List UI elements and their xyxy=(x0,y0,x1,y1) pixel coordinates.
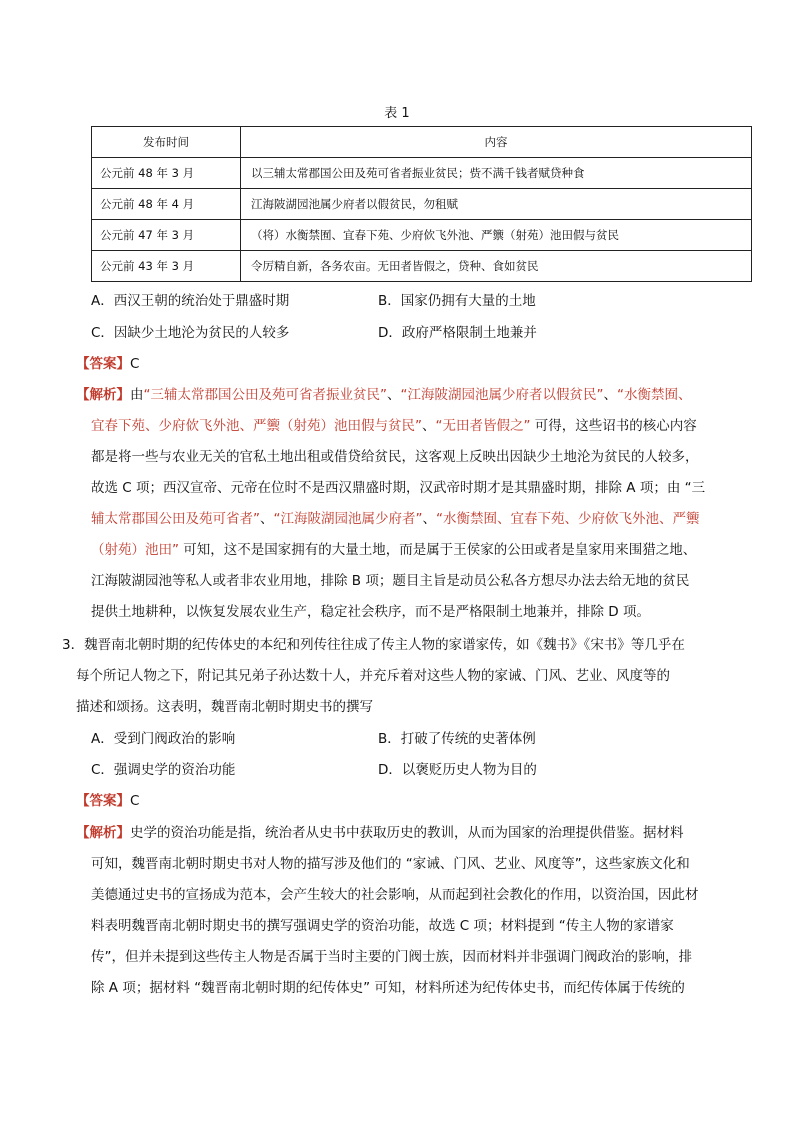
analysis-line: 料表明魏晋南北朝时期史书的撰写强调史学的资治功能，故选 C 项；材料提到 “传主人物的家谱家 xyxy=(91,918,674,934)
table-cell-time: 公元前 48 年 4 月 xyxy=(92,189,241,220)
analysis-line: 美德通过史书的宣扬成为范本，会产生较大的社会影响，从而起到社会教化的作用，以资治国，因此材 xyxy=(91,887,699,903)
analysis-quote: “江海陂湖园池属少府者以假贫民” xyxy=(400,387,604,403)
table-header-time: 发布时间 xyxy=(92,127,241,158)
analysis-text: 、 xyxy=(260,511,274,527)
table-cell-time: 公元前 47 年 3 月 xyxy=(92,220,241,251)
analysis-quote: “三辅太常郡国公田及苑可省者振业贫民” xyxy=(143,387,387,403)
analysis-text: 、 xyxy=(387,387,401,403)
table-cell-time: 公元前 43 年 3 月 xyxy=(92,251,241,282)
analysis-line: 传”，但并未提到这些传主人物是否属于当时主要的门阀士族，因而材料并非强调门阀政治的影响，排 xyxy=(91,949,692,965)
analysis-quote: （射苑）池田” xyxy=(91,542,179,558)
analysis-line xyxy=(76,504,736,535)
q3-answer xyxy=(76,791,139,811)
analysis-line: 除 A 项；据材料 “魏晋南北朝时期的纪传体史” 可知，材料所述为纪传体史书，而纪传体属于传统的 xyxy=(91,980,685,996)
analysis-line xyxy=(76,380,736,411)
table-header-row xyxy=(92,127,752,158)
analysis-line: 提供土地耕种，以恢复发展农业生产，稳定社会秩序，而不是严格限制土地兼并，排除 D 项。 xyxy=(91,604,650,620)
table-row xyxy=(92,158,752,189)
answer-value: C xyxy=(130,793,140,809)
q2-option-d: D．政府严格限制土地兼并 xyxy=(378,325,537,341)
analysis-line: 故选 C 项；西汉宣帝、元帝在位时不是西汉鼎盛时期，汉武帝时期才是其鼎盛时期，排除 A 项；由 “三 xyxy=(91,480,706,496)
analysis-text: 由 xyxy=(130,387,144,403)
analysis-line: 都是将一些与农业无关的官私土地出租或借贷给贫民，这客观上反映出因缺少土地沦为贫民的人较多， xyxy=(91,449,699,465)
analysis-line xyxy=(76,818,736,849)
analysis-text: 可知，这不是国家拥有的大量土地，而是属于王侯家的公田或者是皇家用来围猎之地、 xyxy=(179,542,697,558)
q3-analysis xyxy=(76,818,736,1004)
q2-option-b: B．国家仍拥有大量的土地 xyxy=(378,293,536,309)
analysis-line xyxy=(76,535,736,566)
q3-option-d: D．以褒贬历史人物为目的 xyxy=(378,762,537,778)
analysis-quote: “水衡禁囿、 xyxy=(617,387,692,403)
answer-value: C xyxy=(130,356,140,372)
analysis-tag: 【解析】 xyxy=(76,387,130,403)
analysis-text: 、 xyxy=(422,511,436,527)
table-cell-time: 公元前 48 年 3 月 xyxy=(92,158,241,189)
stem-line: 3．魏晋南北朝时期的纪传体史的本纪和列传往往成了传主人物的家谱家传，如《魏书》《宋书》等几乎在 xyxy=(62,637,685,653)
q3-option-a: A．受到门阀政治的影响 xyxy=(91,731,236,747)
q2-answer xyxy=(76,354,139,374)
q2-option-c: C．因缺少土地沦为贫民的人较多 xyxy=(91,325,290,341)
table-caption: 表 1 xyxy=(384,106,410,121)
stem-line: 描述和颂扬。这表明，魏晋南北朝时期史书的撰写 xyxy=(76,699,373,715)
answer-tag: 【答案】 xyxy=(76,356,130,372)
analysis-quote: “水衡禁囿、宜春下苑、少府佽飞外池、严籞 xyxy=(436,511,700,527)
q3-stem xyxy=(62,630,685,723)
table-row xyxy=(92,220,752,251)
analysis-line xyxy=(76,411,736,442)
analysis-quote: “无田者皆假之” xyxy=(435,418,531,434)
analysis-text: 可得，这些诏书的核心内容 xyxy=(530,418,697,434)
analysis-quote: “江海陂湖园池属少府者” xyxy=(273,511,423,527)
table-cell-content: 江海陂湖园池属少府者以假贫民，勿租赋 xyxy=(241,189,752,220)
answer-tag: 【答案】 xyxy=(76,793,130,809)
q2-analysis xyxy=(76,380,736,628)
analysis-line: 江海陂湖园池等私人或者非农业用地，排除 B 项；题目主旨是动员公私各方想尽办法去给无地的贫民 xyxy=(91,573,690,589)
analysis-tag: 【解析】 xyxy=(76,825,130,841)
table-header-content: 内容 xyxy=(241,127,752,158)
table-cell-content: 以三辅太常郡国公田及苑可省者振业贫民；赀不满千钱者赋贷种食 xyxy=(241,158,752,189)
analysis-quote: 宜春下苑、少府佽飞外池、严籞（射苑）池田假与贫民” xyxy=(91,418,422,434)
analysis-text: 、 xyxy=(603,387,617,403)
stem-line: 每个所记人物之下，附记其兄弟子孙达数十人，并充斥着对这些人物的家诫、门风、艺业、风度等的 xyxy=(76,668,670,684)
analysis-text: 、 xyxy=(422,418,436,434)
table-cell-content: （将）水衡禁囿、宜春下苑、少府佽飞外池、严籞（射苑）池田假与贫民 xyxy=(241,220,752,251)
analysis-quote: 辅太常郡国公田及苑可省者” xyxy=(91,511,260,527)
q2-option-a: A．西汉王朝的统治处于鼎盛时期 xyxy=(91,293,290,309)
analysis-text: 史学的资治功能是指，统治者从史书中获取历史的教训，从而为国家的治理提供借鉴。据材料 xyxy=(130,825,684,841)
analysis-line: 可知，魏晋南北朝时期史书对人物的描写涉及他们的 “家诫、门风、艺业、风度等”，这些家族文化和 xyxy=(91,856,690,872)
table-row xyxy=(92,251,752,282)
table-row xyxy=(92,189,752,220)
q3-option-b: B．打破了传统的史著体例 xyxy=(378,731,536,747)
edict-table xyxy=(91,126,752,282)
table-cell-content: 令厉精自新，各务农亩。无田者皆假之，贷种、食如贫民 xyxy=(241,251,752,282)
q3-option-c: C．强调史学的资治功能 xyxy=(91,762,236,778)
